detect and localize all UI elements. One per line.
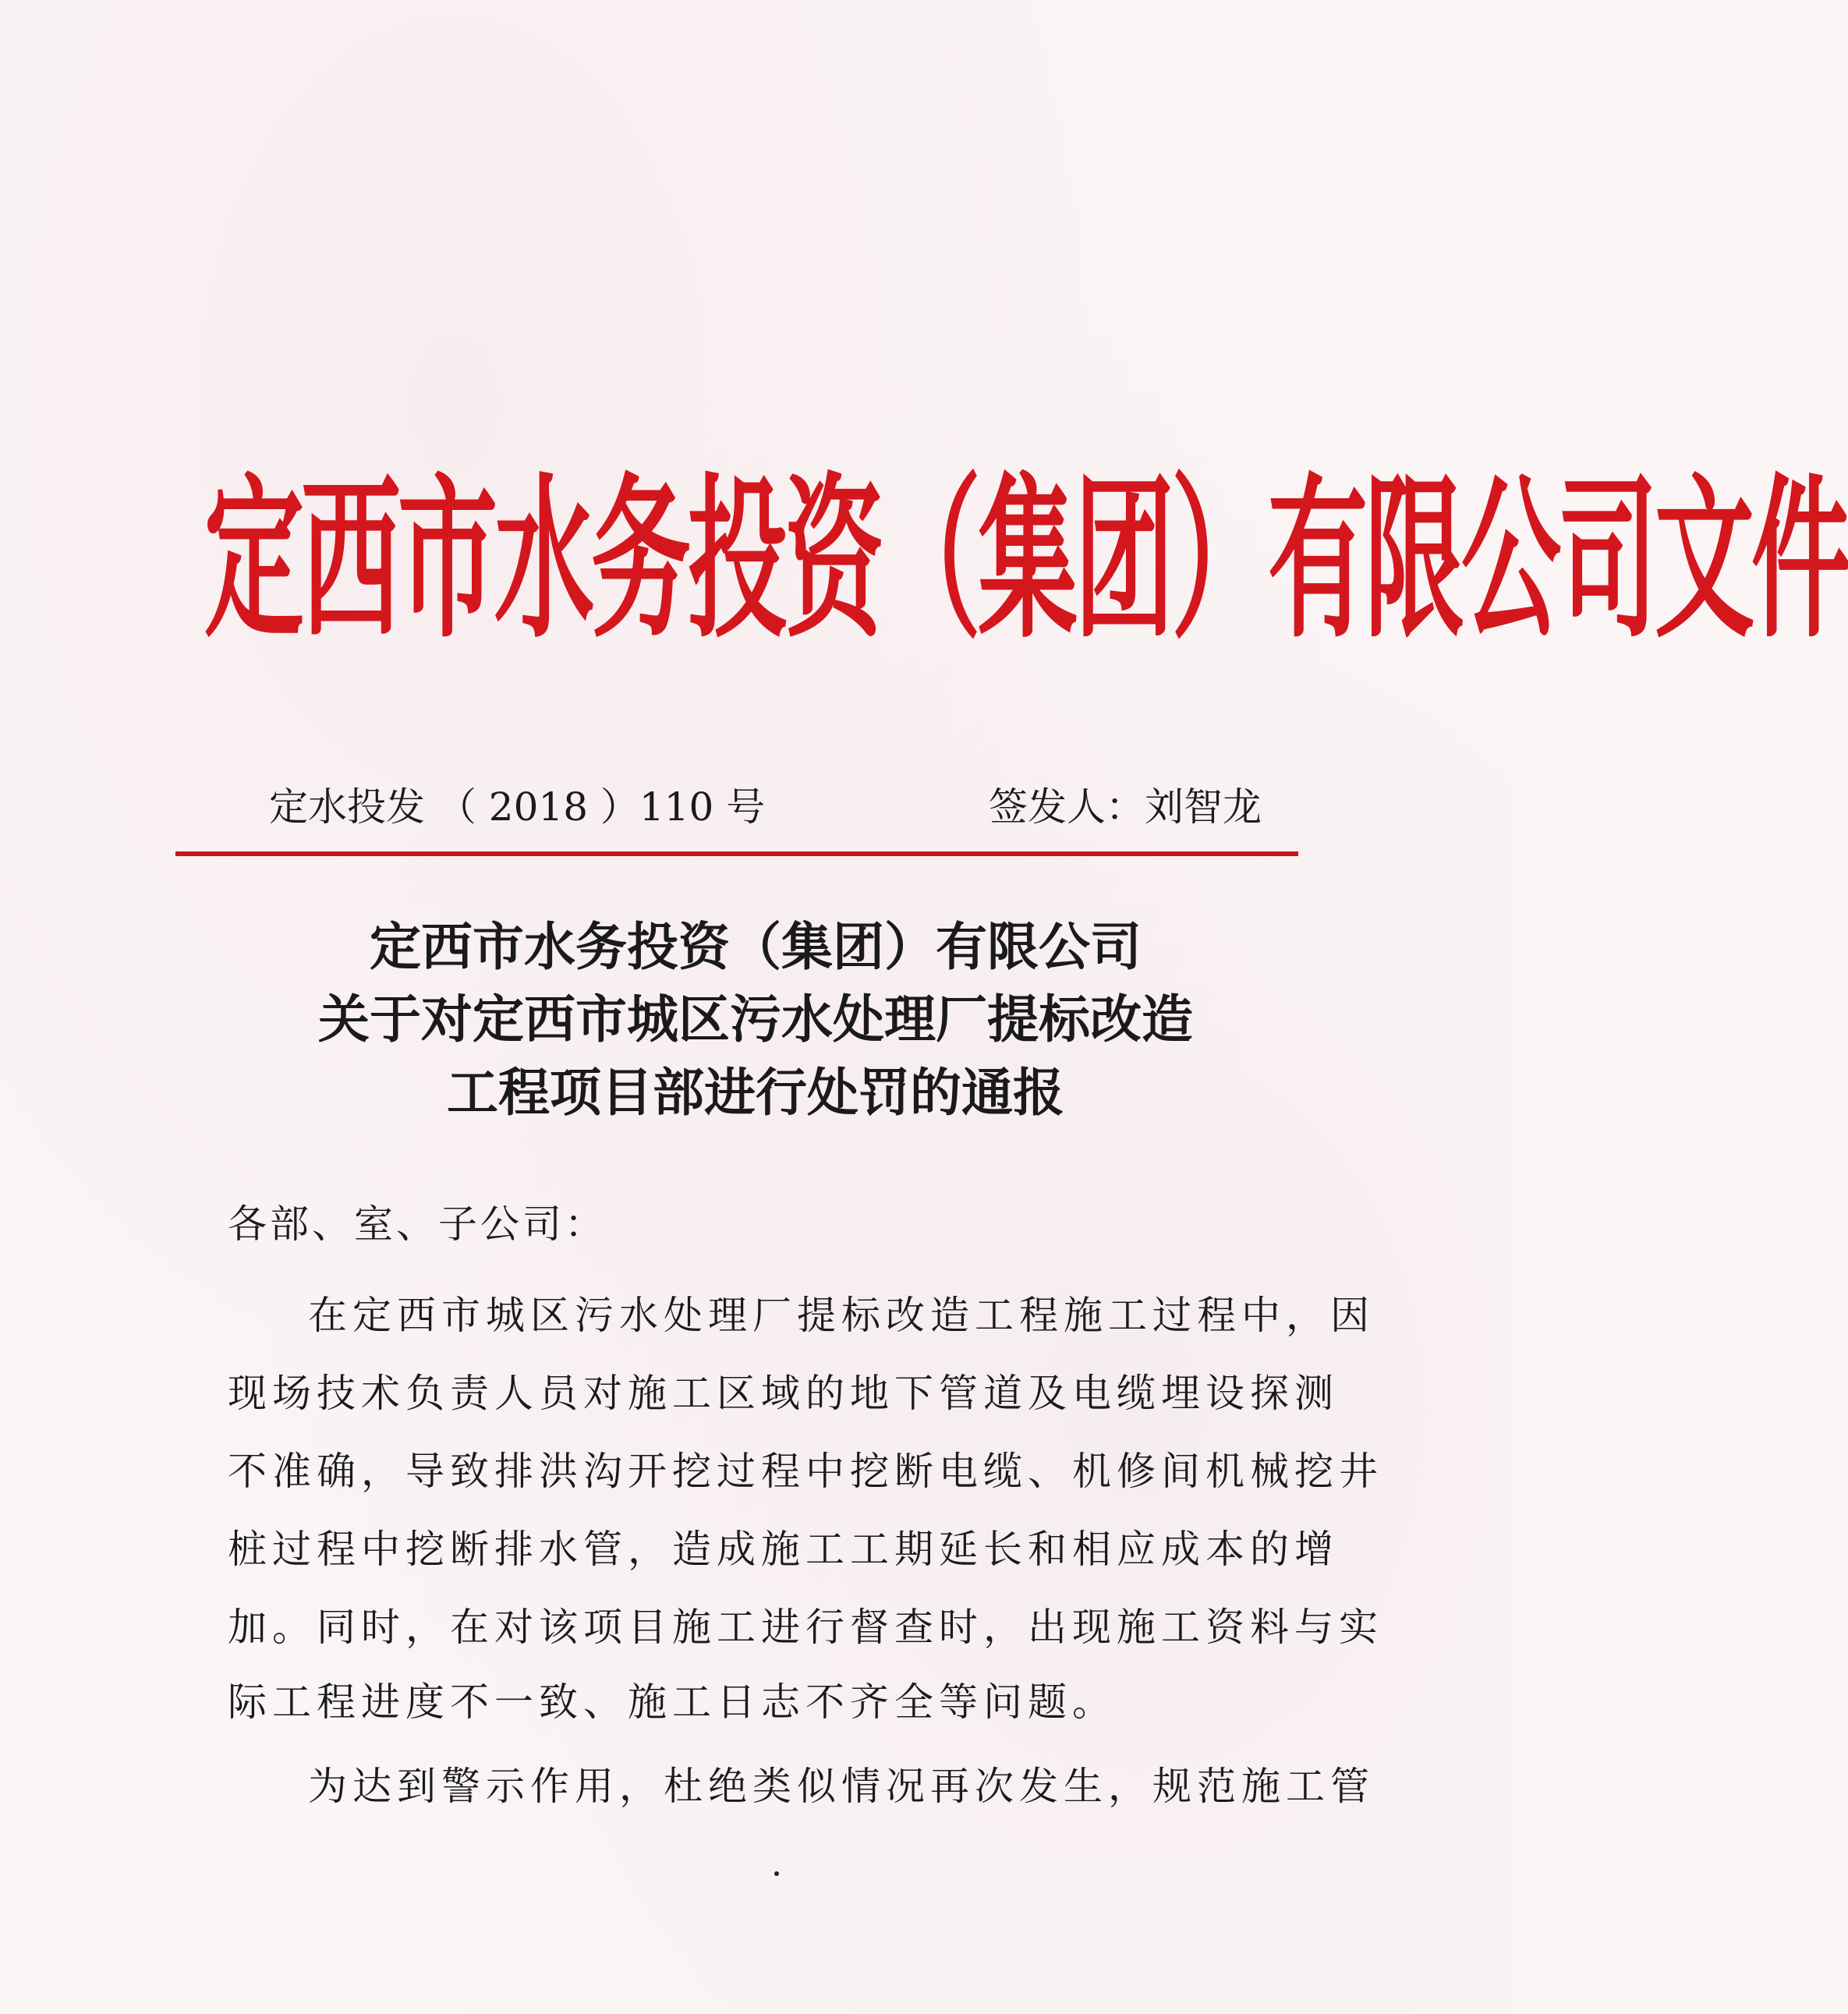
red-divider-line <box>175 851 1298 856</box>
body-line-5: 加。同时，在对该项目施工进行督查时，出现施工资料与实 <box>228 1605 1383 1650</box>
body-line-4: 桩过程中挖断排水管，造成施工工期延长和相应成本的增 <box>228 1527 1339 1572</box>
title-line-3: 工程项目部进行处罚的通报 <box>447 1063 1064 1123</box>
page-speck <box>774 1871 779 1876</box>
issuer-signature: 签发人：刘智龙 <box>989 784 1262 830</box>
title-line-1: 定西市水务投资（集团）有限公司 <box>370 917 1142 977</box>
body-line-6: 际工程进度不一致、施工日志不齐全等问题。 <box>228 1680 1117 1725</box>
masthead-title: 定西市水务投资（集团）有限公司文件 <box>204 458 1848 663</box>
body-line-7: 为达到警示作用，杜绝类似情况再次发生，规范施工管 <box>308 1764 1375 1809</box>
body-line-3: 不准确，导致排洪沟开挖过程中挖断电缆、机修间机械挖井 <box>228 1449 1383 1494</box>
document-number: 定水投发 （ 2018 ）110 号 <box>269 784 766 830</box>
title-line-2: 关于对定西市城区污水处理厂提标改造 <box>318 989 1193 1049</box>
body-line-2: 现场技术负责人员对施工区域的地下管道及电缆埋设探测 <box>228 1371 1339 1416</box>
body-line-1: 在定西市城区污水处理厂提标改造工程施工过程中，因 <box>308 1293 1375 1338</box>
salutation: 各部、室、子公司： <box>228 1202 607 1247</box>
